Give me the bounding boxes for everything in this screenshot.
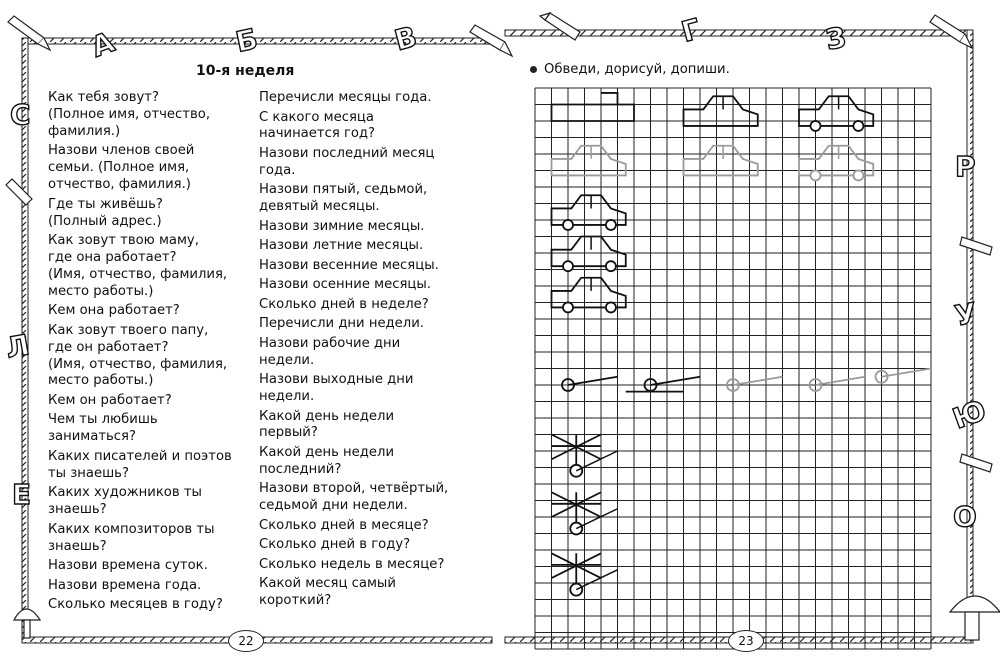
- question-item: Назови осенние месяцы.: [259, 277, 431, 293]
- propeller-figure: [816, 377, 866, 385]
- car-wheel: [606, 261, 616, 271]
- question-item: С какого месяца начинается год?: [259, 109, 376, 142]
- question-item: Где ты живёшь? (Полный адрес.): [48, 196, 163, 229]
- question-item: Назови времена года.: [48, 577, 202, 593]
- question-item: Каких композиторов ты знаешь?: [48, 521, 215, 554]
- question-item: Чем ты любишь заниматься?: [48, 412, 158, 445]
- border-letter-l: Л: [3, 328, 32, 365]
- question-item: Перечисли месяцы года.: [259, 90, 432, 105]
- question-item: Назови членов своей семьи. (Полное имя, отчество, фамилия.): [48, 143, 195, 193]
- question-item: Какой день недели первый?: [259, 408, 395, 441]
- question-item: Назови весенние месяцы.: [259, 257, 439, 273]
- question-item: Сколько месяцев в году?: [48, 597, 223, 613]
- question-item: Кем он работает?: [48, 392, 172, 408]
- question-item: Назови выходные дни недели.: [259, 372, 414, 405]
- border-letter-z: З: [823, 20, 849, 57]
- question-item: Сколько дней в году?: [259, 537, 411, 553]
- border-letter-g: Г: [678, 12, 704, 49]
- question-item: Сколько дней в месяце?: [259, 517, 429, 533]
- border-letter-s: С: [10, 98, 31, 131]
- question-item: Перечисли дни недели.: [259, 316, 424, 332]
- windmill-figure: [576, 509, 617, 529]
- question-item: Сколько недель в месяце?: [259, 556, 445, 572]
- question-item: Сколько дней в неделе?: [259, 296, 429, 312]
- car-wheel: [606, 220, 616, 230]
- border-letter-b: Б: [232, 22, 261, 59]
- border-letter-e: Е: [12, 478, 32, 511]
- car-wheel: [606, 302, 616, 312]
- question-item: Назови рабочие дни недели.: [259, 335, 401, 368]
- page-title: 10-я неделя: [196, 63, 295, 79]
- question-item: Каких писателей и поэтов ты знаешь?: [48, 448, 232, 481]
- block-figure: [552, 93, 635, 121]
- question-item: Как тебя зовут? (Полное имя, отчество, фамилия.): [48, 90, 211, 139]
- question-item: Назови последний месяц года.: [259, 145, 435, 178]
- windmill-figure: [576, 570, 617, 590]
- border-letter-r: Р: [955, 150, 976, 183]
- car-wheel: [811, 170, 821, 180]
- car-wheel: [853, 121, 863, 131]
- car-wheel: [563, 261, 573, 271]
- border-letter-a: А: [87, 25, 119, 64]
- page-number-right: 23: [728, 630, 764, 652]
- propeller-figure: [882, 369, 932, 377]
- question-item: Как зовут твою маму, где она работает? (Имя, отчество, фамилия, место работы.): [48, 233, 228, 299]
- instruction-text: Обведи, дорисуй, допиши.: [544, 62, 730, 77]
- border-letter-o: О: [953, 500, 977, 533]
- propeller-figure: [568, 377, 618, 385]
- border-letter-u: У: [952, 296, 980, 333]
- question-item: Как зовут твоего папу, где он работает? (Имя, отчество, фамилия, место работы.): [48, 322, 228, 389]
- car-wheel: [563, 220, 573, 230]
- car-wheel: [853, 170, 863, 180]
- question-item: Какой месяц самый короткий?: [259, 576, 396, 609]
- question-item: Назови пятый, седьмой, девятый месяцы.: [259, 182, 428, 215]
- question-item: Назови летние месяцы.: [259, 238, 424, 254]
- car-wheel: [563, 302, 573, 312]
- question-item: Назови зимние месяцы.: [259, 218, 425, 234]
- border-letter-v: В: [391, 19, 421, 58]
- propeller-figure: [651, 377, 701, 385]
- border-letter-yu: Ю: [948, 393, 991, 436]
- page-number-left: 22: [228, 630, 264, 652]
- question-item: Назови времена суток.: [48, 558, 208, 574]
- car-wheel: [811, 121, 821, 131]
- question-item: Назови второй, четвёртый, седьмой дни недели.: [259, 481, 449, 514]
- question-item: Кем она работает?: [48, 303, 180, 319]
- question-item: Каких художников ты знаешь?: [48, 485, 202, 518]
- propeller-figure: [733, 377, 783, 385]
- question-item: Какой день недели последний?: [259, 444, 395, 477]
